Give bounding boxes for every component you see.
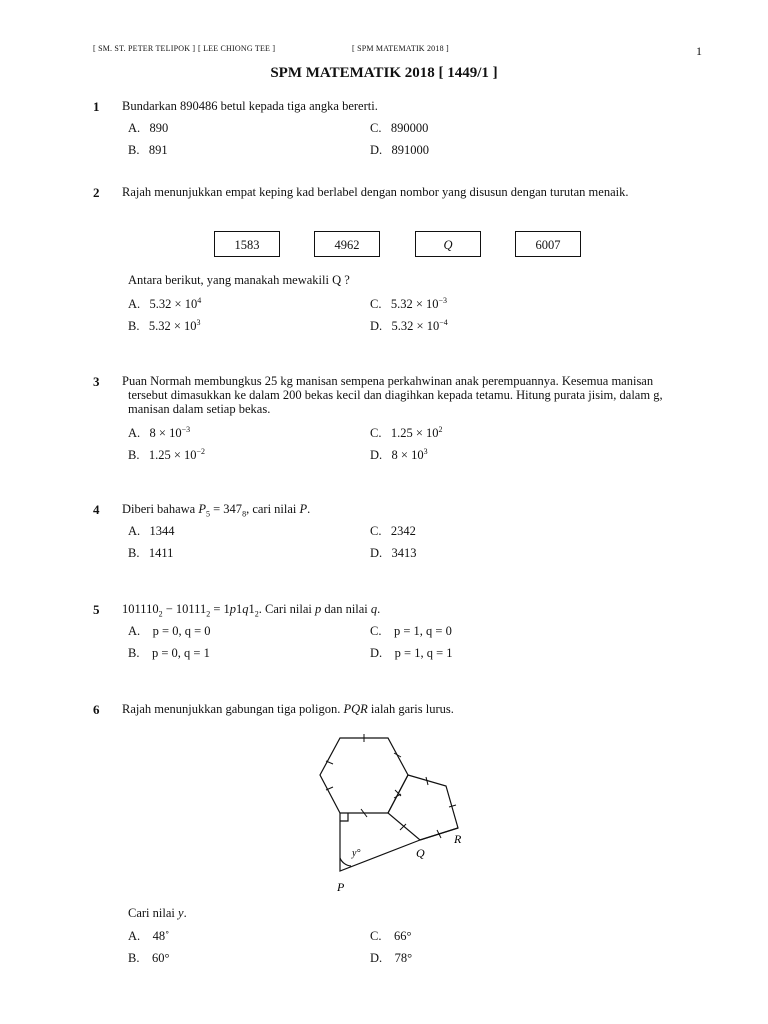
- q1-option-a[interactable]: A. 890: [128, 121, 169, 135]
- label-q: Q: [416, 846, 425, 860]
- card-1: 1583: [214, 231, 280, 257]
- q4-pre: Diberi bahawa: [122, 502, 199, 516]
- q3-option-b-exp: −2: [196, 447, 206, 456]
- q6-prompt-pre: Cari nilai: [128, 906, 178, 920]
- q2-option-c-exp: −3: [438, 296, 448, 305]
- q1-option-b-value: 891: [148, 143, 168, 157]
- q5-asub: 2: [158, 609, 163, 619]
- question-5-text: [122, 602, 380, 619]
- triangle: [340, 813, 420, 871]
- q1-option-c-value: 890000: [390, 121, 429, 135]
- q6-option-c-value: 66°: [393, 929, 412, 943]
- q3-option-c-exp: 2: [438, 425, 443, 434]
- q5-pv: p: [315, 602, 322, 616]
- q6-pqr: PQR: [343, 702, 368, 716]
- q3-option-a-mant: 8 × 10: [149, 426, 182, 441]
- q4-option-b-value: 1411: [148, 546, 174, 560]
- right-angle-marker: [340, 813, 348, 821]
- q6-prompt-end: .: [183, 906, 187, 920]
- label-p: P: [337, 880, 345, 894]
- q5-option-c-value: p = 1, q = 0: [393, 624, 452, 638]
- q4-option-a-value: 1344: [149, 524, 175, 538]
- question-6-prompt: [128, 906, 187, 921]
- question-3-line-3: manisan dalam setiap bekas.: [128, 402, 271, 416]
- q5-minus: − 10111: [162, 602, 207, 616]
- q6-option-b-value: 60°: [151, 951, 170, 965]
- q4-sub1: 5: [206, 509, 210, 519]
- header-subject: [ SPM MATEMATIK 2018 ]: [352, 44, 449, 53]
- page-title: SPM MATEMATIK 2018 [ 1449/1 ]: [270, 65, 498, 81]
- label-r: R: [454, 832, 462, 846]
- q5-end: .: [377, 602, 381, 616]
- q4-option-c-value: 2342: [390, 524, 416, 538]
- q4-option-d-value: 3413: [391, 546, 417, 560]
- q6-option-d-value: 78°: [394, 951, 413, 965]
- q3-option-b[interactable]: B. $1.25 \times 10^{-2}$: [128, 447, 206, 463]
- q2-option-c-mant: 5.32 × 10: [390, 297, 439, 312]
- q4-var2: P: [299, 502, 308, 516]
- q5-post: . Cari nilai: [258, 602, 316, 616]
- q3-option-d[interactable]: D. $8 \times 10^3$: [370, 447, 428, 463]
- q6-option-a[interactable]: A. 48˚: [128, 929, 170, 943]
- q2-option-b-mant: 5.32 × 10: [148, 319, 197, 334]
- question-2-prompt: Antara berikut, yang manakah mewakili Q ?: [128, 273, 350, 287]
- q5-one: 1: [236, 602, 243, 616]
- header-teacher: [ LEE CHIONG TEE ]: [198, 44, 276, 53]
- header-school: [ SM. ST. PETER TELIPOK ]: [93, 44, 196, 53]
- q5-and: dan nilai: [321, 602, 371, 616]
- q4-option-d[interactable]: D. 3413: [370, 546, 417, 560]
- q5-option-b[interactable]: B. p = 0, q = 1: [128, 646, 210, 660]
- q6-option-b[interactable]: B. 60°: [128, 951, 170, 965]
- q5-option-c[interactable]: C. p = 1, q = 0: [370, 624, 452, 638]
- q2-option-a[interactable]: A. $5.32 \times 10^4$: [128, 296, 202, 312]
- question-2-text: Rajah menunjukkan empat keping kad berlabel dengan nombor yang disusun dengan turutan menaik.: [122, 185, 629, 199]
- q3-option-a-exp: −3: [181, 425, 191, 434]
- q4-sub2: 8: [242, 509, 247, 519]
- q3-option-d-mant: 8 × 10: [391, 448, 424, 463]
- q4-post: , cari nilai: [246, 502, 300, 516]
- q1-option-d-value: 891000: [391, 143, 430, 157]
- pentagon: [388, 775, 458, 840]
- q5-p: p: [229, 602, 237, 616]
- q6-option-a-value: 48˚: [152, 929, 170, 943]
- q6-prompt-var: y: [178, 906, 184, 920]
- q5-q: q: [242, 602, 249, 616]
- polygon-diagram: [300, 728, 500, 903]
- q5-eq: = 1: [210, 602, 230, 616]
- q3-option-c[interactable]: C. $1.25 \times 10^2$: [370, 425, 443, 441]
- q5-a: 101110: [122, 602, 159, 616]
- card-3: Q: [415, 231, 481, 257]
- hexagon: [320, 738, 408, 813]
- label-angle-y: y°: [352, 848, 361, 859]
- question-number-1: 1: [93, 99, 100, 114]
- q6-option-d[interactable]: D. 78°: [370, 951, 413, 965]
- card-4: 6007: [515, 231, 581, 257]
- q6-option-c[interactable]: C. 66°: [370, 929, 412, 943]
- angle-arc: [340, 858, 351, 866]
- q2-option-d[interactable]: D. $5.32 \times 10^{-4}$: [370, 318, 448, 334]
- q2-option-b[interactable]: B. $5.32 \times 10^3$: [128, 318, 201, 334]
- question-number-4: 4: [93, 502, 100, 517]
- page-number: 1: [696, 44, 702, 58]
- q4-option-a[interactable]: A. 1344: [128, 524, 175, 538]
- question-6-text: [122, 702, 454, 717]
- q5-bsub: 2: [206, 609, 211, 619]
- card-2: 4962: [314, 231, 380, 257]
- q2-option-a-mant: 5.32 × 10: [149, 297, 198, 312]
- question-1-text: Bundarkan 890486 betul kepada tiga angka bererti.: [122, 99, 378, 113]
- question-number-2: 2: [93, 185, 100, 200]
- q4-eq: = 347: [210, 502, 243, 516]
- q6-pre: Rajah menunjukkan gabungan tiga poligon.: [122, 702, 344, 716]
- q4-option-c[interactable]: C. 2342: [370, 524, 416, 538]
- question-4-text: [122, 502, 310, 519]
- question-3-line-2: tersebut dimasukkan ke dalam 200 bekas kecil dan diagihkan kepada tetamu. Hitung purata jisim, dalam g,: [128, 388, 663, 402]
- q2-option-d-exp: −4: [439, 318, 448, 327]
- q4-option-b[interactable]: B. 1411: [128, 546, 174, 560]
- q2-option-b-exp: 3: [196, 318, 201, 327]
- q1-option-b[interactable]: B. 891: [128, 143, 168, 157]
- q5-rsub: 2: [254, 609, 259, 619]
- q1-option-a-value: 890: [149, 121, 169, 135]
- q5-option-d-value: p = 1, q = 1: [394, 646, 453, 660]
- q2-option-d-mant: 5.32 × 10: [391, 319, 440, 334]
- q5-option-d[interactable]: D. p = 1, q = 1: [370, 646, 453, 660]
- q5-option-b-value: p = 0, q = 1: [151, 646, 210, 660]
- question-number-6: 6: [93, 702, 100, 717]
- q4-var: P: [198, 502, 206, 516]
- q5-option-a-value: p = 0, q = 0: [152, 624, 211, 638]
- q3-option-d-exp: 3: [423, 447, 428, 456]
- q3-option-a[interactable]: A. $8 \times 10^{-3}$: [128, 425, 191, 441]
- q6-post: ialah garis lurus.: [367, 702, 454, 716]
- question-number-5: 5: [93, 602, 100, 617]
- q5-one2: 1: [248, 602, 255, 616]
- q1-option-c[interactable]: C. 890000: [370, 121, 429, 135]
- q5-option-a[interactable]: A. p = 0, q = 0: [128, 624, 211, 638]
- q2-option-a-exp: 4: [197, 296, 202, 305]
- question-3-line-1: Puan Normah membungkus 25 kg manisan sempena perkahwinan anak perempuannya. Kesemua manisan: [122, 374, 654, 388]
- q1-option-d[interactable]: D. 891000: [370, 143, 430, 157]
- q3-option-b-mant: 1.25 × 10: [148, 448, 197, 463]
- q4-end: .: [307, 502, 311, 516]
- q3-option-c-mant: 1.25 × 10: [390, 426, 439, 441]
- q2-option-c[interactable]: C. $5.32 \times 10^{-3}$: [370, 296, 448, 312]
- question-number-3: 3: [93, 374, 100, 389]
- q5-qv: q: [370, 602, 378, 616]
